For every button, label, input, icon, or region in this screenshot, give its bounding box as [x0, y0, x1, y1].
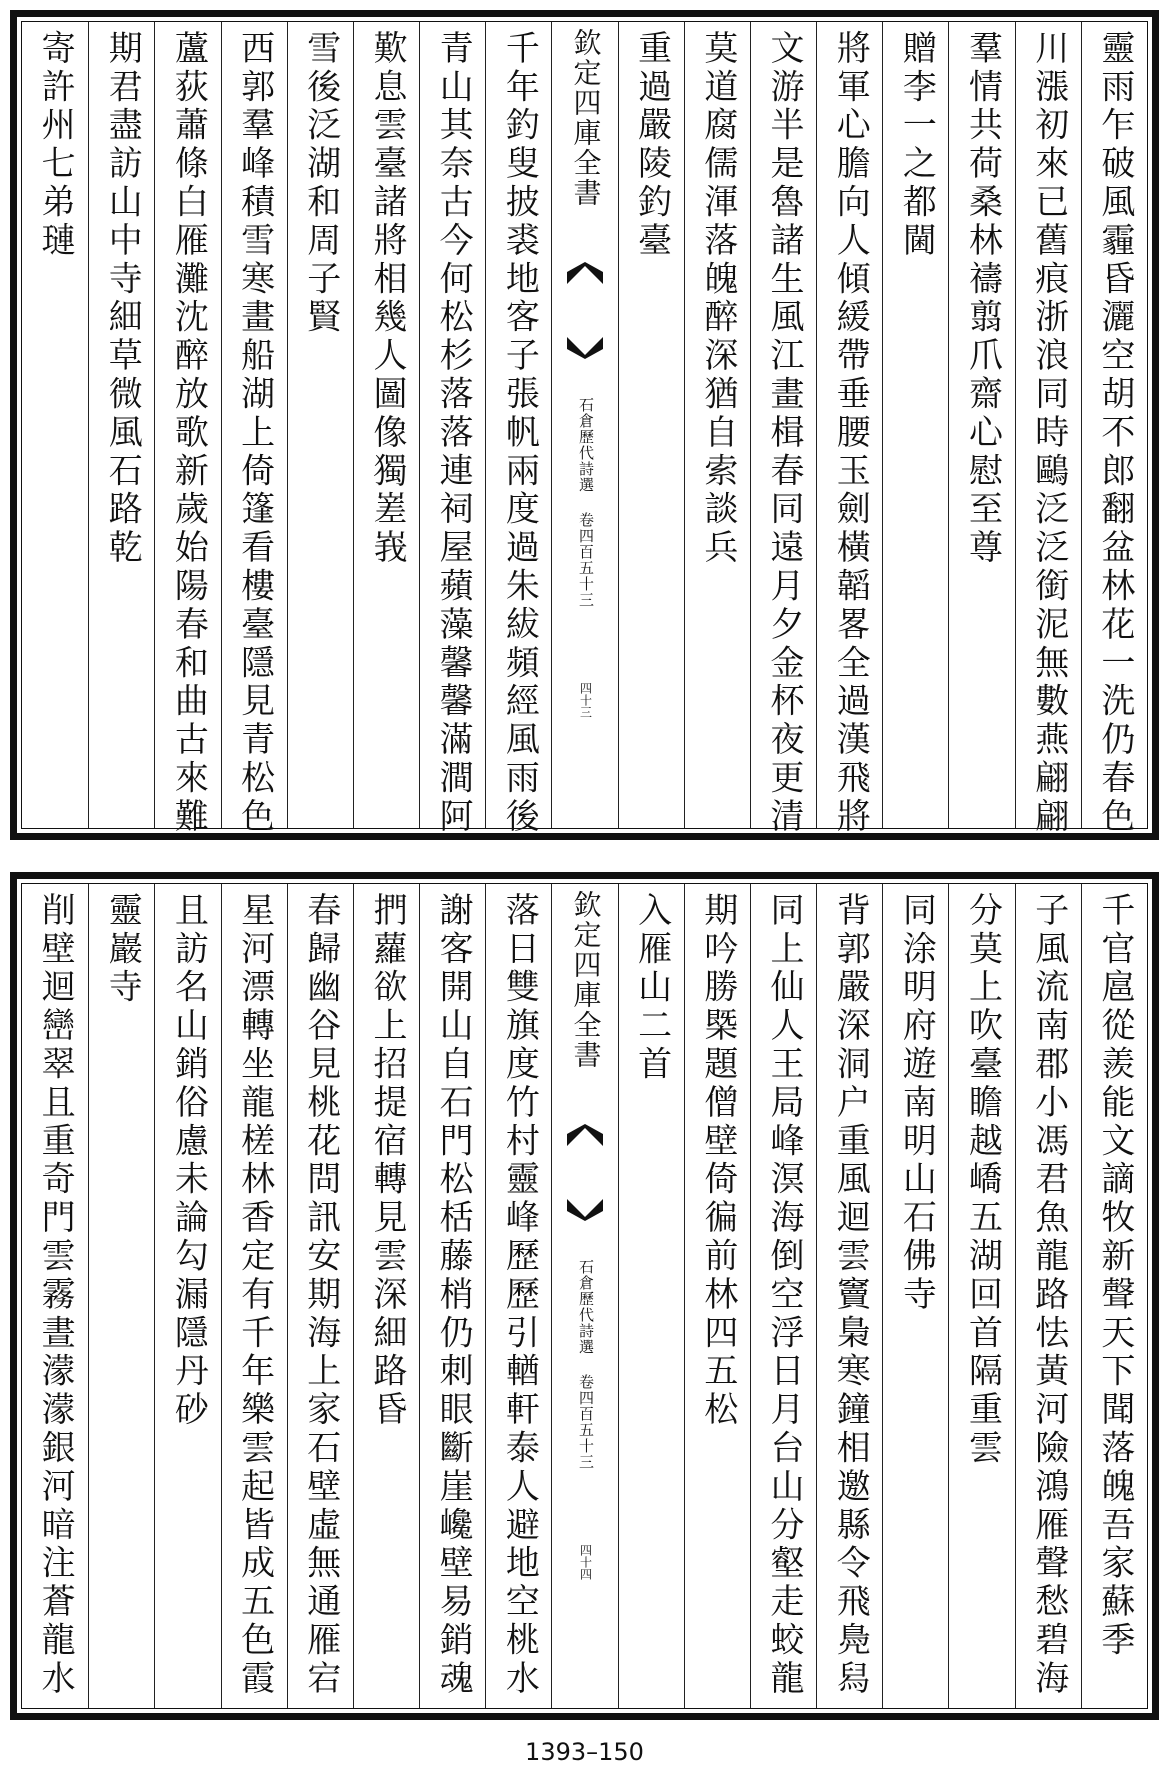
top-page-text-block	[21, 21, 1148, 837]
book-title: 欽定四庫全書	[569, 28, 603, 208]
column-text: 期吟勝槩題僧壁倚徧前林四五松	[697, 892, 738, 1430]
text-column	[353, 22, 420, 828]
column-text: 青山其奈古今何松杉落落連祠屋蘋藻馨馨滿澗阿	[433, 30, 474, 837]
column-text: 歎息雲臺諸將相幾人圖像獨嵳峩	[366, 30, 407, 568]
text-column	[88, 22, 155, 828]
text-column	[1081, 22, 1148, 837]
text-column	[287, 884, 354, 1708]
text-column	[22, 22, 88, 828]
center-gutter	[551, 22, 618, 828]
column-text: 落日雙旗度竹村靈峰歷歷引輶軒泰人避地空桃水	[499, 892, 540, 1699]
text-column	[882, 22, 949, 828]
column-text: 蘆荻蕭條白雁灘沈醉放歌新歲始陽春和曲古來難	[168, 30, 209, 837]
column-text: 莫道腐儒渾落魄醉深猶自索談兵	[697, 30, 738, 568]
column-text: 西郭羣峰積雪寒畫船湖上倚篷看樓臺隱見青松色	[234, 30, 275, 837]
column-text: 謝客開山自石門松栝藤梢仍刺眼斷崖巉壁易銷魂	[433, 892, 474, 1699]
text-column	[1015, 884, 1082, 1708]
text-column	[816, 884, 883, 1708]
column-text: 靈巖寺	[102, 892, 143, 1008]
column-text: 捫蘿欲上招提宿轉見雲深細路昏	[366, 892, 407, 1430]
bottom-page-text-block	[21, 883, 1148, 1709]
fish-tail-mark-icon	[567, 262, 603, 284]
text-column	[684, 22, 751, 828]
bottom-page	[10, 872, 1159, 1720]
column-text: 春歸幽谷見桃花問訊安期海上家石壁虛無通雁宕	[300, 892, 341, 1699]
page-number: 1393–150	[525, 1738, 644, 1766]
column-text: 同涂明府遊南明山石佛寺	[896, 892, 937, 1315]
fish-tail-mark-icon	[567, 1199, 603, 1221]
column-text: 背郭嚴深洞户重風迴雲竇梟寒鐘相邀縣令飛鳧舄	[830, 892, 871, 1699]
column-text: 千年釣叟披裘地客子張帆兩度過朱紱頻經風雨後	[499, 30, 540, 837]
volume-label: 石倉歷代詩選 卷四百五十三	[576, 397, 595, 608]
column-text: 川漲初來已舊痕浙浪同時鷗泛泛銜泥無數燕翩翩	[1028, 30, 1069, 837]
text-column	[816, 22, 883, 837]
text-column	[221, 884, 288, 1708]
text-column	[22, 884, 88, 1708]
text-column	[618, 884, 685, 1708]
text-column	[750, 884, 817, 1708]
column-text: 且訪名山銷俗慮未論勾漏隱丹砂	[168, 892, 209, 1430]
column-text: 文游半是魯諸生風江畫楫春同遠月夕金杯夜更清	[764, 30, 805, 837]
text-column	[154, 884, 221, 1708]
text-column	[419, 22, 486, 837]
column-text: 入雁山二首	[631, 892, 672, 1084]
column-text: 雪後泛湖和周子賢	[300, 30, 341, 338]
text-column	[88, 884, 155, 1708]
column-text: 期君盡訪山中寺細草微風石路乾	[102, 30, 143, 568]
column-text: 贈李一之都閫	[896, 30, 937, 261]
text-column	[154, 22, 221, 837]
column-text: 削壁迴巒翠且重奇門雲霧晝濛濛銀河暗注蒼龍水	[35, 892, 76, 1699]
text-column	[618, 22, 685, 828]
column-text: 將軍心膽向人傾緩帶垂腰玉劍橫韜畧全過漢飛將	[830, 30, 871, 837]
column-text: 同上仙人王局峰溟海倒空浮日月台山分壑走蛟龍	[764, 892, 805, 1699]
volume-label: 石倉歷代詩選 卷四百五十三	[576, 1259, 595, 1470]
column-text: 重過嚴陵釣臺	[631, 30, 672, 261]
folio-number: 四十四	[578, 1544, 593, 1580]
column-text: 羣情共荷桑林禱翦爪齋心慰至尊	[962, 30, 1003, 568]
fish-tail-mark-icon	[567, 1124, 603, 1146]
column-text: 分莫上吹臺瞻越嶠五湖回首隔重雲	[962, 892, 1003, 1468]
book-title: 欽定四庫全書	[569, 890, 603, 1070]
text-column	[221, 22, 288, 837]
text-column	[1081, 884, 1148, 1708]
text-column	[948, 22, 1015, 828]
text-column	[419, 884, 486, 1708]
fish-tail-mark-icon	[567, 337, 603, 359]
column-text: 靈雨乍破風霾昏灑空胡不郎翻盆林花一洗仍春色	[1094, 30, 1135, 837]
folio-number: 四十三	[578, 682, 593, 718]
text-column	[287, 22, 354, 828]
text-column	[684, 884, 751, 1708]
text-column	[485, 22, 552, 837]
column-text: 星河漂轉坐龍槎林香定有千年樂雲起皆成五色霞	[234, 892, 275, 1699]
column-text: 子風流南郡小馮君魚龍路怯黃河險鴻雁聲愁碧海	[1028, 892, 1069, 1699]
center-gutter	[551, 884, 618, 1708]
column-text: 千官扈從羨能文謫牧新聲天下聞落魄吾家蘇季	[1094, 892, 1135, 1660]
text-column	[1015, 22, 1082, 837]
text-column	[882, 884, 949, 1708]
text-column	[948, 884, 1015, 1708]
text-column	[485, 884, 552, 1708]
text-column	[353, 884, 420, 1708]
top-page	[10, 10, 1159, 840]
column-text: 寄許州七弟璉	[35, 30, 76, 261]
text-column	[750, 22, 817, 837]
